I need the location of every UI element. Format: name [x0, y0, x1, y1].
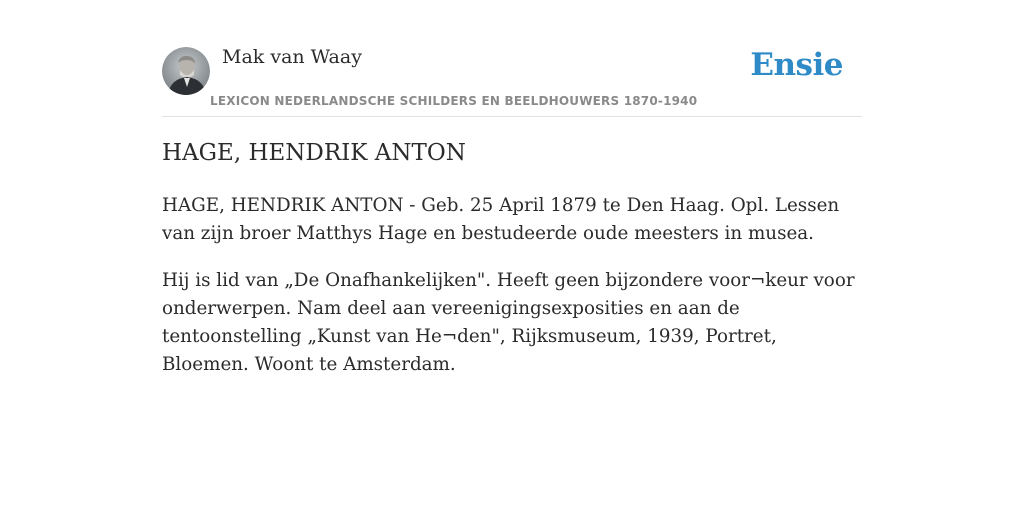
ensie-logo[interactable]: Ensie [750, 47, 843, 83]
article-title: HAGE, HENDRIK ANTON [162, 140, 466, 166]
article-paragraph: HAGE, HENDRIK ANTON - Geb. 25 April 1879 te Den Haag. Opl. Lessen van zijn broer Matthys Hage en bestudeerde oude meesters in musea. [162, 195, 840, 244]
header [162, 0, 862, 117]
lexicon-title[interactable]: LEXICON NEDERLANDSCHE SCHILDERS EN BEELDHOUWERS 1870-1940 [210, 94, 698, 108]
author-avatar[interactable] [162, 47, 210, 95]
page-container [162, 0, 862, 375]
author-name[interactable]: Mak van Waay [222, 46, 362, 68]
article-paragraph: Hij is lid van „De Onafhankelijken". Heeft geen bijzondere voor¬keur voor onderwerpen. Nam deel aan vereenigingsexposities en aan de tentoonstelling „Kunst van He¬den", Rijksmuseum, 1939, Portret, Bloemen. Woont te Amsterdam. [162, 270, 855, 375]
